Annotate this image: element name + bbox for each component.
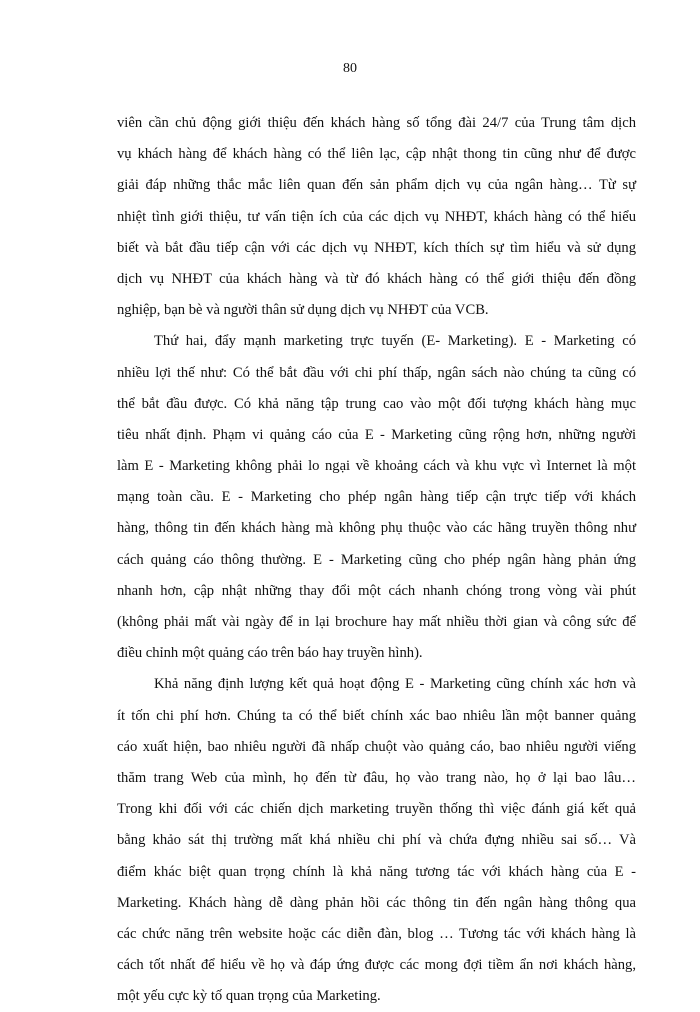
- paragraph: [117, 669, 636, 1012]
- text-line: điều chỉnh một quảng cáo trên báo hay truyền hình).: [117, 645, 423, 662]
- text-line: thăm trang Web của mình, họ đến từ đâu, họ vào trang nào, họ ở lại bao lâu…: [117, 769, 636, 786]
- text-line: giải đáp những thắc mắc liên quan đến sản phẩm dịch vụ của ngân hàng… Từ sự: [117, 177, 636, 194]
- text-line: (không phải mất vài ngày để in lại brochure hay mất nhiều thời gian và công sức để: [117, 614, 636, 630]
- text-line: điểm khác biệt quan trọng chính là khả năng tương tác với khách hàng của E -: [117, 863, 636, 880]
- text-line: cáo xuất hiện, bao nhiêu người đã nhấp chuột vào quảng cáo, bao nhiêu người viếng: [117, 738, 636, 755]
- text-line: nhanh hơn, cập nhật những thay đổi một cách nhanh chóng trong vòng vài phút: [117, 582, 636, 599]
- text-line: các chức năng trên website hoặc các diễn đàn, blog … Tương tác với khách hàng là: [117, 925, 636, 942]
- text-line: nhiệt tình giới thiệu, tư vấn tiện ích của các dịch vụ NHĐT, khách hàng có thể hiểu: [117, 208, 636, 225]
- text-line: vụ khách hàng để khách hàng có thể liên lạc, cập nhật thong tin cũng như để được: [117, 146, 636, 163]
- text-line: bằng khảo sát thị trường mất khá nhiều chi phí và chứa đựng nhiều sai số… Và: [117, 832, 636, 849]
- text-line: Khả năng định lượng kết quả hoạt động E - Marketing cũng chính xác hơn và: [154, 676, 636, 693]
- text-line: dịch vụ NHĐT của khách hàng và từ đó khách hàng có thể giới thiệu đến đồng: [117, 270, 636, 287]
- text-line: cách quảng cáo thông thường. E - Marketing cũng cho phép ngân hàng phản ứng: [117, 551, 636, 568]
- text-line: ít tốn chi phí hơn. Chúng ta có thể biết chính xác bao nhiêu lần một banner quảng: [117, 707, 636, 724]
- page-number: 80: [343, 61, 357, 76]
- text-line: Marketing. Khách hàng dễ dàng phản hồi các thông tin đến ngân hàng thông qua: [117, 894, 636, 911]
- body-text: [117, 108, 636, 1012]
- text-line: mạng toàn cầu. E - Marketing cho phép ngân hàng tiếp cận trực tiếp với khách: [117, 489, 636, 506]
- text-line: nghiệp, bạn bè và người thân sử dụng dịch vụ NHĐT của VCB.: [117, 302, 489, 319]
- paragraph: [117, 326, 636, 669]
- text-line: thể bắt đầu được. Có khả năng tập trung cao vào một đối tượng khách hàng mục: [117, 395, 636, 412]
- text-line: viên cần chủ động giới thiệu đến khách hàng số tổng đài 24/7 của Trung tâm dịch: [117, 115, 636, 131]
- text-line: biết và bắt đầu tiếp cận với các dịch vụ NHĐT, kích thích sự tìm hiểu và sử dụng: [117, 239, 636, 256]
- paragraph: [117, 108, 636, 326]
- text-line: Trong khi đối với các chiến dịch marketing truyền thống thì việc đánh giá kết quả: [117, 801, 636, 818]
- text-line: tiêu nhất định. Phạm vi quảng cáo của E - Marketing cũng rộng hơn, những người: [117, 426, 636, 443]
- text-line: Thứ hai, đẩy mạnh marketing trực tuyến (E- Marketing). E - Marketing có: [154, 333, 636, 350]
- text-line: làm E - Marketing không phải lo ngại về khoảng cách và khu vực vì Internet là một: [117, 458, 636, 475]
- text-line: nhiều lợi thế như: Có thể bắt đầu với chi phí thấp, ngân sách nào chúng ta cũng có: [117, 364, 636, 381]
- text-line: một yếu cực kỳ tố quan trọng của Marketing.: [117, 988, 381, 1005]
- text-line: cách tốt nhất để hiểu về họ và đáp ứng được các mong đợi tiềm ẩn nơi khách hàng,: [117, 957, 636, 974]
- text-line: hàng, thông tin đến khách hàng mà không phụ thuộc vào các hãng truyền thông như: [117, 520, 636, 537]
